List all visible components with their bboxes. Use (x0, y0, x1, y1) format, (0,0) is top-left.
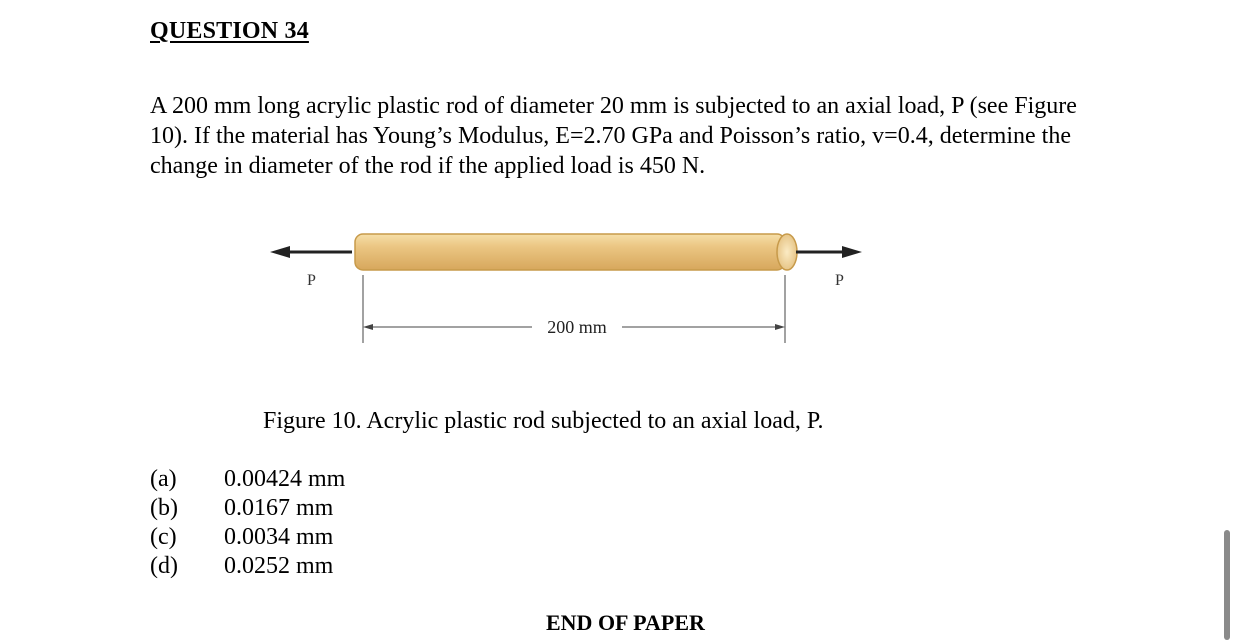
question-title: QUESTION 34 (150, 18, 309, 44)
option-c[interactable] (150, 523, 345, 552)
option-letter: (b) (150, 495, 178, 521)
question-line-1: A 200 mm long acrylic plastic rod of diameter 20 mm is subjected to an axial load, P (see Figure (150, 93, 1077, 119)
question-line-2: 10). If the material has Young’s Modulus, E=2.70 GPa and Poisson’s ratio, v=0.4, determine the (150, 123, 1071, 149)
option-value: 0.0252 mm (224, 553, 334, 579)
question-text (150, 91, 1140, 181)
answer-options (150, 465, 345, 581)
option-d[interactable] (150, 552, 345, 581)
rod-figure (270, 215, 890, 365)
end-of-paper-label: END OF PAPER (546, 610, 705, 635)
left-load-label: P (307, 272, 316, 289)
option-value: 0.00424 mm (224, 466, 346, 492)
option-a[interactable] (150, 465, 345, 494)
option-letter: (a) (150, 466, 177, 492)
right-load-arrow (796, 246, 862, 258)
option-value: 0.0167 mm (224, 495, 334, 521)
rod-diagram (270, 215, 890, 365)
acrylic-rod (355, 234, 797, 270)
vertical-scrollbar[interactable] (1224, 530, 1230, 640)
option-letter: (c) (150, 524, 177, 550)
option-b[interactable] (150, 494, 345, 523)
dimension-label: 200 mm (547, 317, 607, 337)
left-load-arrow (270, 246, 352, 258)
option-value: 0.0034 mm (224, 524, 334, 550)
option-letter: (d) (150, 553, 178, 579)
figure-caption: Figure 10. Acrylic plastic rod subjected to an axial load, P. (263, 408, 824, 434)
right-load-label: P (835, 272, 844, 289)
question-line-3: change in diameter of the rod if the applied load is 450 N. (150, 153, 706, 179)
